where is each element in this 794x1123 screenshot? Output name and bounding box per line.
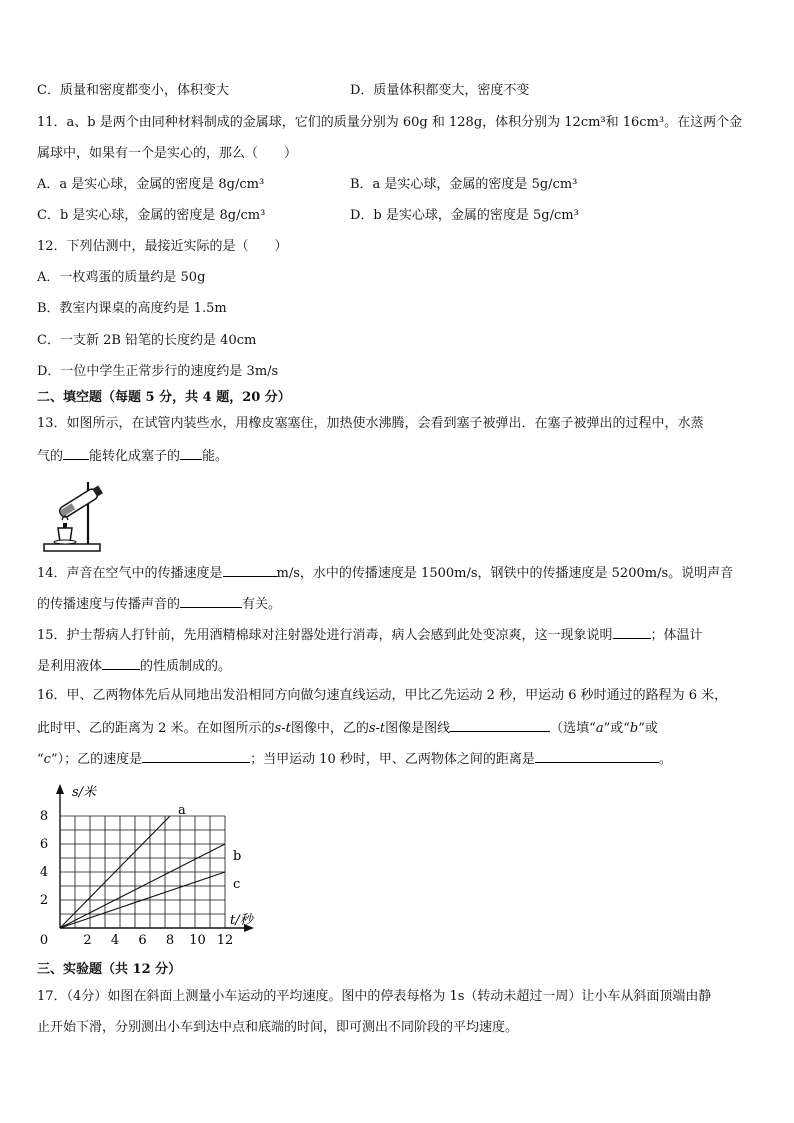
q14-text-b: m/s，水中的传播速度是 1500m/s，钢铁中的传播速度是 5200m/s。说明声音 [276, 566, 734, 581]
q14-text-a: 14．声音在空气中的传播速度是 [37, 566, 223, 581]
q11-options-cd [37, 207, 579, 225]
q13-line2 [37, 446, 228, 466]
q16-text-k: “ [37, 752, 44, 767]
x-tick-label: 2 [83, 933, 92, 948]
q13-blank-1[interactable] [63, 446, 89, 460]
q12-option-b: B．教室内课桌的高度约是 1.5m [37, 301, 227, 316]
q13-text-c: 能。 [202, 449, 229, 464]
q15-text-c: 是利用液体 [37, 659, 103, 674]
q14-blank-1[interactable] [223, 563, 277, 577]
q10-option-d: D．质量体积都变大，密度不变 [350, 83, 530, 98]
test-tube-heating-figure [42, 478, 112, 554]
q12-option-a: A．一枚鸡蛋的质量约是 50g [37, 270, 206, 285]
y-tick-label: 2 [39, 893, 49, 908]
q16-text-a-letter: a [595, 721, 604, 736]
q11-options-ab [37, 176, 578, 194]
q14-text-d: 有关。 [242, 597, 282, 612]
q15-text-a: 15．护士帮病人打针前，先用酒精棉球对注射器处进行消毒，病人会感到此处变凉爽，这一现象说明 [37, 628, 613, 643]
q12-option-c: C．一支新 2B 铅笔的长度约是 40cm [37, 333, 257, 348]
series-label-c: c [233, 877, 241, 892]
q10-option-c: C．质量和密度都变小，体积变大 [37, 83, 229, 98]
q16-line1: 16．甲、乙两物体先后从同地出发沿相同方向做匀速直线运动，甲比乙先运动 2 秒，甲运动 6 秒时通过的路程为 6 米， [37, 688, 728, 703]
q14-line1 [37, 563, 733, 583]
q11-option-d: D．b 是实心球，金属的密度是 5g/cm³ [350, 208, 579, 223]
q15-text-b: ；体温计 [650, 628, 703, 643]
chart-series [60, 803, 241, 928]
x-tick-label: 12 [216, 933, 234, 948]
q15-blank-1[interactable] [613, 625, 651, 639]
section3-heading: 三、实验题（共 12 分） [37, 962, 182, 977]
q11-option-b: B．a 是实心球，金属的密度是 5g/cm³ [350, 177, 578, 192]
st-chart [30, 778, 270, 948]
q16-blank-3[interactable] [535, 749, 659, 763]
chart-origin-label: 0 [39, 933, 49, 948]
q16-text-st-1: s-t [274, 721, 291, 736]
series-label-a: a [178, 803, 186, 818]
x-tick-label: 6 [138, 933, 147, 948]
q16-text-h: ”或“ [603, 721, 630, 736]
q16-blank-1[interactable] [450, 718, 550, 732]
q11-option-a: A．a 是实心球，金属的密度是 8g/cm³ [37, 177, 265, 192]
q16-text-st-2: s-t [368, 721, 386, 736]
q12-stem: 12．下列估测中，最接近实际的是（ ） [37, 239, 288, 254]
q15-blank-2[interactable] [102, 656, 140, 670]
q15-line1 [37, 625, 703, 645]
q16-text-e: 图像是图线 [385, 721, 451, 736]
x-tick-label: 10 [189, 933, 206, 948]
q10-options [37, 82, 530, 100]
q13-text-a: 气的 [37, 449, 64, 464]
q16-text-j: ”或 [638, 721, 658, 736]
chart-grid [60, 816, 225, 928]
q15-text-d: 的性质制成的。 [140, 659, 232, 674]
q16-line2 [37, 718, 658, 738]
q16-text-l: ”）；乙的速度是 [50, 752, 143, 767]
y-axis-arrow [56, 784, 64, 794]
q14-text-c: 的传播速度与传播声音的 [37, 597, 181, 612]
q16-line3 [37, 749, 672, 769]
q16-text-m: ；当甲运动 10 秒时，甲、乙两物体之间的距离是 [250, 752, 535, 767]
section2-heading: 二、填空题（每题 5 分，共 4 题，20 分） [37, 390, 291, 405]
q17-line1: 17．（4分）如图在斜面上测量小车运动的平均速度。图中的停表每格为 1s（转动未超过一周）让小车从斜面顶端由静 [37, 989, 712, 1004]
q12-option-d: D．一位中学生正常步行的速度约是 3m/s [37, 364, 279, 379]
q17-line2: 止开始下滑，分别测出小车到达中点和底端的时间，即可测出不同阶段的平均速度。 [37, 1020, 519, 1035]
x-tick-label: 4 [110, 933, 120, 948]
q13-line1: 13．如图所示，在试管内装些水，用橡皮塞塞住，加热使水沸腾，会看到塞子被弹出．在塞子被弹出的过程中，水蒸 [37, 416, 704, 431]
q16-text-n: 。 [658, 752, 672, 767]
q16-blank-2[interactable] [142, 749, 250, 763]
q14-line2 [37, 594, 281, 614]
q11-option-c: C．b 是实心球，金属的密度是 8g/cm³ [37, 208, 266, 223]
y-tick-label: 8 [39, 809, 49, 824]
y-tick-label: 6 [39, 837, 49, 852]
x-tick-label: 8 [165, 933, 175, 948]
q11-stem-line1: 11．a、b 是两个由同种材料制成的金属球，它们的质量分别为 60g 和 128g，体积分别为 12cm³和 16cm³。在这两个金 [37, 115, 743, 130]
series-label-b: b [233, 849, 242, 864]
y-tick-label: 4 [39, 865, 49, 880]
q13-text-b: 能转化成塞子的 [89, 449, 181, 464]
q15-line2 [37, 656, 231, 676]
q16-text-f: （选填“ [550, 721, 596, 736]
chart-x-axis-label: t/秒 [230, 913, 253, 928]
q16-text-c-letter: c [43, 752, 51, 767]
q16-text-a: 此时甲、乙的距离为 2 米。在如图所示的 [37, 721, 275, 736]
q11-stem-line2: 属球中，如果有一个是实心的，那么（ ） [37, 146, 298, 161]
chart-y-axis-label: s/米 [72, 785, 97, 800]
q16-text-b-letter: b [629, 721, 639, 736]
q13-blank-2[interactable] [180, 446, 202, 460]
q16-text-c: 图像中，乙的 [290, 721, 369, 736]
q14-blank-2[interactable] [180, 594, 242, 608]
